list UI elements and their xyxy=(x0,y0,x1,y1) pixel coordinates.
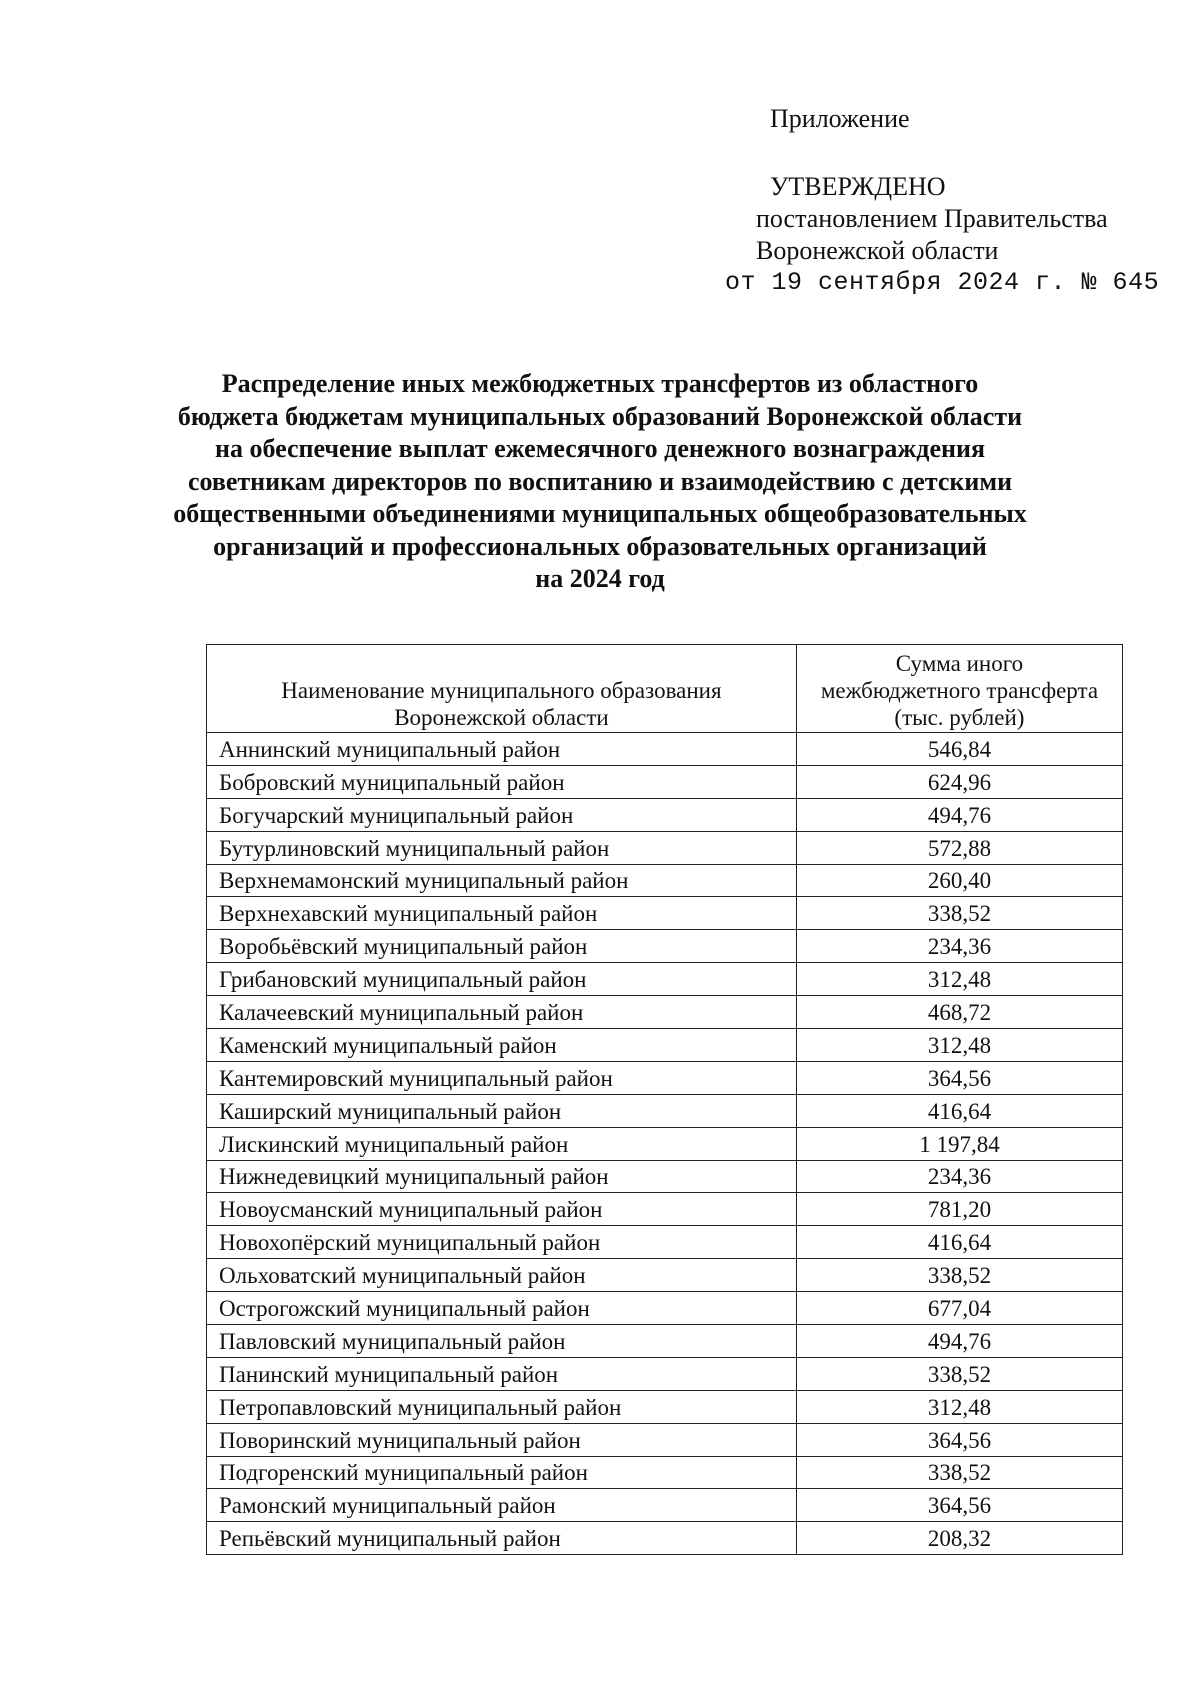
municipality-name: Каширский муниципальный район xyxy=(207,1094,797,1127)
municipality-name: Подгоренский муниципальный район xyxy=(207,1456,797,1489)
transfer-amount: 416,64 xyxy=(796,1226,1122,1259)
transfer-amount: 494,76 xyxy=(796,798,1122,831)
municipality-name: Богучарский муниципальный район xyxy=(207,798,797,831)
table-row xyxy=(207,864,1123,897)
header-amount xyxy=(796,645,1122,733)
municipality-name: Петропавловский муниципальный район xyxy=(207,1390,797,1423)
header-municipality-line-1: Наименование муниципального образования xyxy=(281,678,722,703)
title-line: бюджета бюджетам муниципальных образований Воронежской области xyxy=(177,401,1023,431)
decree-line-2: Воронежской области xyxy=(756,236,999,265)
transfer-amount: 312,48 xyxy=(796,1029,1122,1062)
title-line: на обеспечение выплат ежемесячного денежного вознаграждения xyxy=(214,434,986,463)
table-row xyxy=(207,1061,1123,1094)
decree-line-1: постановлением Правительства xyxy=(756,204,1108,233)
transfer-amount: 338,52 xyxy=(796,1357,1122,1390)
municipality-name: Новохопёрский муниципальный район xyxy=(207,1226,797,1259)
transfer-amount: 338,52 xyxy=(796,897,1122,930)
table-row xyxy=(207,930,1123,963)
title-line: общественными объединениями муниципальных общеобразовательных xyxy=(173,499,1027,528)
transfer-amount: 312,48 xyxy=(796,1390,1122,1423)
title-line: на 2024 год xyxy=(535,564,665,593)
municipality-name: Калачеевский муниципальный район xyxy=(207,996,797,1029)
transfer-amount: 364,56 xyxy=(796,1061,1122,1094)
municipality-name: Верхнемамонский муниципальный район xyxy=(207,864,797,897)
transfers-table xyxy=(206,644,1123,1555)
decree-date: от 19 сентября 2024 г. № 645 xyxy=(725,268,1160,297)
transfer-amount: 468,72 xyxy=(796,996,1122,1029)
table-row xyxy=(207,1226,1123,1259)
title-line: Распределение иных межбюджетных трансфертов из областного xyxy=(221,369,979,398)
table-row xyxy=(207,963,1123,996)
table-row xyxy=(207,1193,1123,1226)
transfer-amount: 624,96 xyxy=(796,765,1122,798)
transfer-amount: 364,56 xyxy=(796,1423,1122,1456)
table-row xyxy=(207,1522,1123,1555)
table-row xyxy=(207,996,1123,1029)
transfer-amount: 781,20 xyxy=(796,1193,1122,1226)
municipality-name: Ольховатский муниципальный район xyxy=(207,1259,797,1292)
document-title xyxy=(150,368,1050,596)
title-line: организаций и профессиональных образовательных организаций xyxy=(213,531,987,561)
transfer-amount: 494,76 xyxy=(796,1325,1122,1358)
table-row xyxy=(207,798,1123,831)
municipality-name: Острогожский муниципальный район xyxy=(207,1292,797,1325)
table-row xyxy=(207,1489,1123,1522)
transfer-amount: 312,48 xyxy=(796,963,1122,996)
header-amount-line-2: межбюджетного трансферта xyxy=(820,678,1099,703)
table-row xyxy=(207,765,1123,798)
title-line: советникам директоров по воспитанию и взаимодействию с детскими xyxy=(187,466,1013,496)
table-row xyxy=(207,1029,1123,1062)
municipality-name: Кантемировский муниципальный район xyxy=(207,1061,797,1094)
transfer-amount: 338,52 xyxy=(796,1456,1122,1489)
table-row xyxy=(207,1423,1123,1456)
municipality-name: Репьёвский муниципальный район xyxy=(207,1522,797,1555)
approved-label: УТВЕРЖДЕНО xyxy=(770,172,946,201)
municipality-name: Грибановский муниципальный район xyxy=(207,963,797,996)
table-row xyxy=(207,1325,1123,1358)
municipality-name: Павловский муниципальный район xyxy=(207,1325,797,1358)
table-row xyxy=(207,897,1123,930)
municipality-name: Поворинский муниципальный район xyxy=(207,1423,797,1456)
table-row xyxy=(207,1094,1123,1127)
municipality-name: Каменский муниципальный район xyxy=(207,1029,797,1062)
municipality-name: Рамонский муниципальный район xyxy=(207,1489,797,1522)
header-municipality-line-2: Воронежской области xyxy=(394,705,609,730)
transfer-amount: 338,52 xyxy=(796,1259,1122,1292)
table-row xyxy=(207,1456,1123,1489)
municipality-name: Новоусманский муниципальный район xyxy=(207,1193,797,1226)
table-row xyxy=(207,1127,1123,1160)
table-row xyxy=(207,1390,1123,1423)
table-row xyxy=(207,733,1123,766)
transfer-amount: 208,32 xyxy=(796,1522,1122,1555)
appendix-label: Приложение xyxy=(770,104,910,133)
transfer-amount: 260,40 xyxy=(796,864,1122,897)
table-row xyxy=(207,1259,1123,1292)
transfer-amount: 572,88 xyxy=(796,831,1122,864)
municipality-name: Бобровский муниципальный район xyxy=(207,765,797,798)
transfer-amount: 677,04 xyxy=(796,1292,1122,1325)
transfer-amount: 234,36 xyxy=(796,1160,1122,1193)
header-municipality xyxy=(207,645,797,733)
table-row xyxy=(207,831,1123,864)
table-row xyxy=(207,1160,1123,1193)
table-row xyxy=(207,1292,1123,1325)
municipality-name: Воробьёвский муниципальный район xyxy=(207,930,797,963)
transfer-amount: 364,56 xyxy=(796,1489,1122,1522)
municipality-name: Верхнехавский муниципальный район xyxy=(207,897,797,930)
table-row xyxy=(207,1357,1123,1390)
table-header-row xyxy=(207,645,1123,733)
header-amount-line-1: Сумма иного xyxy=(895,651,1024,676)
municipality-name: Панинский муниципальный район xyxy=(207,1357,797,1390)
transfer-amount: 416,64 xyxy=(796,1094,1122,1127)
municipality-name: Лискинский муниципальный район xyxy=(207,1127,797,1160)
header-amount-line-3: (тыс. рублей) xyxy=(894,705,1025,730)
municipality-name: Нижнедевицкий муниципальный район xyxy=(207,1160,797,1193)
municipality-name: Бутурлиновский муниципальный район xyxy=(207,831,797,864)
transfer-amount: 546,84 xyxy=(796,733,1122,766)
transfer-amount: 1 197,84 xyxy=(796,1127,1122,1160)
municipality-name: Аннинский муниципальный район xyxy=(207,733,797,766)
transfer-amount: 234,36 xyxy=(796,930,1122,963)
